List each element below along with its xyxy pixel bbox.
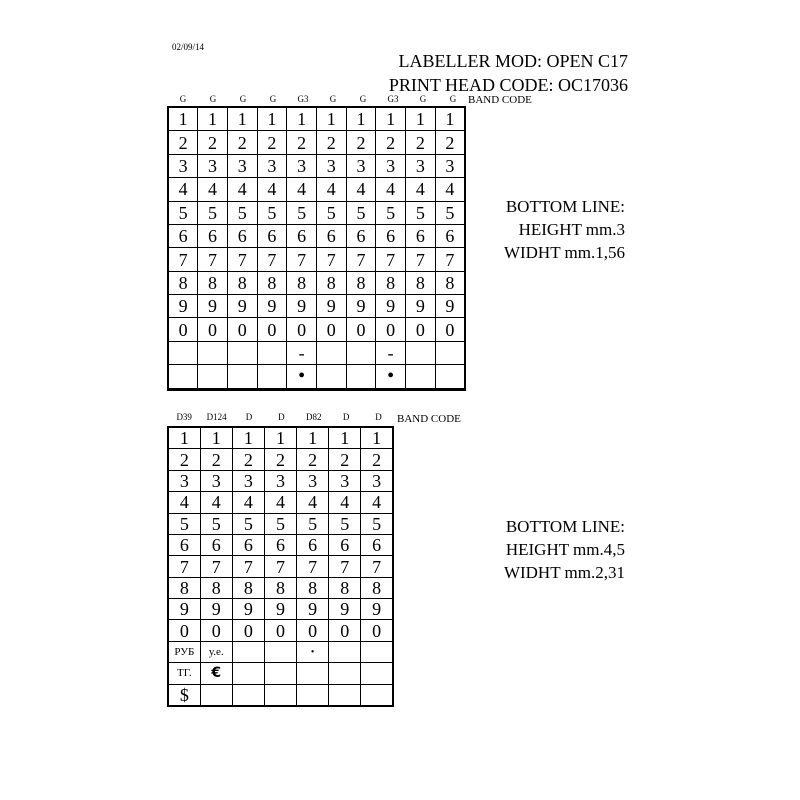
grid-cell: 5 — [346, 201, 376, 224]
grid-cell: 2 — [376, 131, 406, 154]
grid-cell: 2 — [361, 449, 393, 470]
grid-cell: 1 — [264, 427, 296, 449]
grid-row — [168, 449, 393, 470]
grid-cell — [406, 365, 436, 388]
grid-cell: 7 — [346, 248, 376, 271]
grid-cell: 3 — [168, 154, 198, 177]
grid-cell: 5 — [361, 513, 393, 534]
grid-cell: 8 — [257, 271, 287, 294]
grid-cell — [287, 388, 317, 390]
grid-cell: 9 — [376, 295, 406, 318]
grid-cell: • — [287, 365, 317, 388]
grid-cell: 4 — [287, 178, 317, 201]
grid-row — [168, 513, 393, 534]
grid-cell — [435, 365, 465, 388]
grid-cell: 7 — [297, 556, 329, 577]
grid-cell: 3 — [406, 154, 436, 177]
grid-cell — [168, 341, 198, 364]
grid-cell: 8 — [435, 271, 465, 294]
grid-cell: 0 — [435, 318, 465, 341]
grid-cell: 1 — [257, 107, 287, 131]
grid-cell: 4 — [168, 492, 200, 513]
grid-cell: 0 — [346, 318, 376, 341]
grid-cell: 9 — [227, 295, 257, 318]
band-code: G — [419, 94, 427, 104]
grid-cell: 9 — [297, 599, 329, 620]
grid-row — [168, 318, 465, 341]
grid-row — [168, 663, 393, 684]
bottom-line-info-2 — [504, 515, 625, 584]
grid-cell: 3 — [227, 154, 257, 177]
grid-cell: 0 — [297, 620, 329, 641]
band-code: G — [179, 94, 187, 104]
grid-cell: 3 — [297, 470, 329, 491]
grid-cell: 0 — [227, 318, 257, 341]
grid-cell: 0 — [168, 620, 200, 641]
grid-cell: 5 — [376, 201, 406, 224]
grid-cell: 7 — [200, 556, 232, 577]
grid-cell: 1 — [329, 427, 361, 449]
grid-cell — [297, 663, 329, 684]
grid-cell: 3 — [232, 470, 264, 491]
grid-cell: 1 — [346, 107, 376, 131]
grid-cell: 6 — [376, 224, 406, 247]
grid-cell: 6 — [361, 534, 393, 555]
grid-cell — [406, 341, 436, 364]
character-grid-2 — [167, 426, 394, 707]
grid-cell: 4 — [168, 178, 198, 201]
grid-cell: 8 — [264, 577, 296, 598]
grid-cell: 0 — [257, 318, 287, 341]
grid-cell: 7 — [198, 248, 228, 271]
grid-cell: 8 — [297, 577, 329, 598]
grid-cell: 2 — [168, 449, 200, 470]
grid-cell: 0 — [198, 318, 228, 341]
grid-cell: 7 — [361, 556, 393, 577]
grid-cell: $ — [168, 684, 200, 706]
grid-cell: 8 — [168, 271, 198, 294]
grid-cell: 9 — [316, 295, 346, 318]
grid-cell: 8 — [406, 271, 436, 294]
grid-cell: 6 — [406, 224, 436, 247]
grid-cell: 7 — [257, 248, 287, 271]
grid-cell: 7 — [227, 248, 257, 271]
grid-cell: 9 — [287, 295, 317, 318]
grid-cell: 9 — [264, 599, 296, 620]
grid-cell: 8 — [168, 577, 200, 598]
grid-cell: 4 — [200, 492, 232, 513]
grid-row — [168, 470, 393, 491]
band-code: G — [269, 94, 277, 104]
grid-cell: 1 — [168, 427, 200, 449]
bottom-line-height-1: HEIGHT mm.3 — [518, 220, 625, 239]
grid-cell: 0 — [232, 620, 264, 641]
grid-cell — [168, 365, 198, 388]
grid-cell: 3 — [264, 470, 296, 491]
grid-cell — [316, 365, 346, 388]
grid-cell: 5 — [200, 513, 232, 534]
grid-cell: 5 — [168, 201, 198, 224]
band-code: G — [329, 94, 337, 104]
grid-cell — [198, 341, 228, 364]
grid-cell: 6 — [316, 224, 346, 247]
grid-cell: 0 — [200, 620, 232, 641]
grid-cell: 5 — [435, 201, 465, 224]
grid-cell — [346, 388, 376, 390]
grid-cell: 8 — [198, 271, 228, 294]
grid-cell: 6 — [168, 224, 198, 247]
grid-cell — [346, 365, 376, 388]
grid-cell: 0 — [406, 318, 436, 341]
grid-cell: 3 — [435, 154, 465, 177]
grid-cell: 3 — [329, 470, 361, 491]
grid-cell: - — [376, 341, 406, 364]
grid-cell: 2 — [316, 131, 346, 154]
grid-cell: 2 — [287, 131, 317, 154]
grid-cell: 2 — [406, 131, 436, 154]
grid-row — [168, 620, 393, 641]
document-date: 02/09/14 — [172, 42, 205, 52]
grid-cell: 2 — [168, 131, 198, 154]
print-head-code: PRINT HEAD CODE: OC17036 — [388, 75, 628, 95]
grid-cell: у.е. — [200, 641, 232, 662]
grid-cell — [264, 684, 296, 706]
grid-cell: 6 — [297, 534, 329, 555]
grid-cell — [361, 641, 393, 662]
grid-cell: 9 — [346, 295, 376, 318]
grid-cell — [232, 684, 264, 706]
grid-cell: 8 — [376, 271, 406, 294]
grid-cell: 5 — [297, 513, 329, 534]
grid-cell: РУБ — [168, 641, 200, 662]
grid-row — [168, 577, 393, 598]
grid-cell: 9 — [168, 295, 198, 318]
grid-cell — [232, 641, 264, 662]
grid-cell: 1 — [200, 427, 232, 449]
grid-cell: 6 — [287, 224, 317, 247]
grid-cell — [200, 684, 232, 706]
grid-cell: 2 — [200, 449, 232, 470]
grid-cell: 0 — [168, 318, 198, 341]
grid-cell: 5 — [329, 513, 361, 534]
grid-cell: 7 — [316, 248, 346, 271]
grid-cell: 7 — [406, 248, 436, 271]
band-code-row-1 — [168, 94, 468, 104]
grid-cell: 4 — [316, 178, 346, 201]
band-code: G3 — [387, 94, 399, 104]
grid-cell: 1 — [287, 107, 317, 131]
grid-cell: 1 — [227, 107, 257, 131]
grid-cell: 5 — [227, 201, 257, 224]
grid-cell: 4 — [257, 178, 287, 201]
grid-cell: 2 — [346, 131, 376, 154]
grid-cell — [168, 388, 198, 390]
grid-row — [168, 684, 393, 706]
grid-cell: 6 — [232, 534, 264, 555]
grid-cell: 5 — [257, 201, 287, 224]
grid-cell: 9 — [198, 295, 228, 318]
band-code: D124 — [206, 412, 227, 422]
grid-cell: 8 — [232, 577, 264, 598]
grid-cell: 5 — [198, 201, 228, 224]
grid-cell — [227, 341, 257, 364]
grid-cell: 4 — [198, 178, 228, 201]
band-code: D — [375, 412, 382, 422]
grid-cell: 6 — [198, 224, 228, 247]
grid-cell — [329, 641, 361, 662]
grid-cell: 7 — [168, 248, 198, 271]
grid-cell: 4 — [232, 492, 264, 513]
grid-cell: 1 — [361, 427, 393, 449]
grid-cell — [329, 663, 361, 684]
grid-cell: 9 — [329, 599, 361, 620]
grid-cell: 4 — [406, 178, 436, 201]
band-code: D82 — [306, 412, 322, 422]
grid-cell: • — [376, 365, 406, 388]
grid-cell — [346, 341, 376, 364]
grid-row — [168, 295, 465, 318]
grid-cell: · — [297, 641, 329, 662]
grid-cell: 4 — [329, 492, 361, 513]
grid-cell: 5 — [232, 513, 264, 534]
grid-cell: 9 — [168, 599, 200, 620]
band-code-label-2: BAND CODE — [397, 413, 461, 425]
grid-cell: 5 — [316, 201, 346, 224]
grid-cell: 2 — [227, 131, 257, 154]
grid-cell: 1 — [232, 427, 264, 449]
grid-cell: 9 — [435, 295, 465, 318]
grid-cell: 7 — [376, 248, 406, 271]
grid-cell: 8 — [316, 271, 346, 294]
grid-cell: 8 — [361, 577, 393, 598]
grid-cell: 2 — [435, 131, 465, 154]
grid-row — [168, 556, 393, 577]
grid-cell: 3 — [287, 154, 317, 177]
grid-cell — [376, 388, 406, 390]
band-code: D39 — [176, 412, 192, 422]
grid-cell: 7 — [329, 556, 361, 577]
grid-cell — [227, 365, 257, 388]
grid-cell — [316, 341, 346, 364]
grid-cell: 6 — [168, 534, 200, 555]
grid-cell: 4 — [227, 178, 257, 201]
grid-cell: - — [287, 341, 317, 364]
grid-cell: 9 — [232, 599, 264, 620]
grid-cell: 7 — [232, 556, 264, 577]
grid-cell: 9 — [406, 295, 436, 318]
grid-cell: 1 — [435, 107, 465, 131]
grid-cell: 4 — [346, 178, 376, 201]
grid-cell — [361, 663, 393, 684]
grid-cell: 1 — [376, 107, 406, 131]
grid-row — [168, 107, 465, 131]
band-code: D — [342, 412, 350, 422]
band-code: D — [278, 412, 285, 422]
grid-cell — [198, 365, 228, 388]
grid-cell: 2 — [232, 449, 264, 470]
grid-row — [168, 271, 465, 294]
grid-cell: 8 — [227, 271, 257, 294]
band-code: G — [209, 94, 217, 104]
grid-cell: 5 — [406, 201, 436, 224]
grid-cell: 5 — [287, 201, 317, 224]
grid-cell: 6 — [329, 534, 361, 555]
grid-row — [168, 599, 393, 620]
bottom-line-width-2: WIDHT mm.2,31 — [503, 563, 625, 582]
grid-row — [168, 365, 465, 388]
grid-cell — [406, 388, 436, 390]
grid-cell: 0 — [329, 620, 361, 641]
grid-cell — [264, 641, 296, 662]
grid-cell: 0 — [316, 318, 346, 341]
grid-cell: 0 — [287, 318, 317, 341]
grid-cell — [198, 388, 228, 390]
grid-cell: 2 — [198, 131, 228, 154]
grid-cell: 6 — [435, 224, 465, 247]
grid-cell — [264, 663, 296, 684]
grid-cell: 7 — [287, 248, 317, 271]
grid-cell: 2 — [257, 131, 287, 154]
band-code: G — [359, 94, 367, 104]
grid-cell — [232, 663, 264, 684]
grid-cell — [316, 388, 346, 390]
grid-cell — [361, 684, 393, 706]
grid-cell — [329, 684, 361, 706]
grid-cell: 8 — [200, 577, 232, 598]
grid-cell: 6 — [257, 224, 287, 247]
band-code: G — [239, 94, 247, 104]
grid-row — [168, 154, 465, 177]
grid-cell: 1 — [406, 107, 436, 131]
grid-cell: 2 — [264, 449, 296, 470]
grid-cell: 3 — [257, 154, 287, 177]
grid-cell: 6 — [346, 224, 376, 247]
bottom-line-info-1 — [504, 195, 625, 264]
grid-cell — [297, 684, 329, 706]
grid-cell: 3 — [198, 154, 228, 177]
grid-cell: 1 — [297, 427, 329, 449]
grid-cell — [257, 341, 287, 364]
band-code-label-1: BAND CODE — [468, 94, 532, 106]
grid-cell: 4 — [361, 492, 393, 513]
grid-row — [168, 131, 465, 154]
bottom-line-title-1: BOTTOM LINE: — [505, 197, 625, 216]
grid-cell: 8 — [346, 271, 376, 294]
grid-cell: 8 — [287, 271, 317, 294]
grid-cell: 9 — [257, 295, 287, 318]
grid-cell: 3 — [376, 154, 406, 177]
band-code: G3 — [297, 94, 309, 104]
grid-cell: 6 — [227, 224, 257, 247]
band-code-row-2 — [168, 412, 395, 422]
grid-cell: 5 — [264, 513, 296, 534]
grid-cell: 1 — [198, 107, 228, 131]
grid-row — [168, 534, 393, 555]
grid-row — [168, 224, 465, 247]
grid-cell: 1 — [316, 107, 346, 131]
grid-cell — [227, 388, 257, 390]
grid-cell: 3 — [316, 154, 346, 177]
grid-cell: 2 — [329, 449, 361, 470]
grid-cell: 7 — [435, 248, 465, 271]
grid-row — [168, 427, 393, 449]
grid-cell: 0 — [376, 318, 406, 341]
grid-cell: 7 — [168, 556, 200, 577]
grid-cell: 8 — [329, 577, 361, 598]
grid-cell: 5 — [168, 513, 200, 534]
grid-cell: 0 — [264, 620, 296, 641]
grid-cell — [257, 388, 287, 390]
grid-cell — [257, 365, 287, 388]
grid-cell: 4 — [264, 492, 296, 513]
bottom-line-height-2: HEIGHT mm.4,5 — [505, 540, 625, 559]
grid-cell: 1 — [168, 107, 198, 131]
band-code: G — [449, 94, 457, 104]
grid-row — [168, 341, 465, 364]
grid-cell: 6 — [200, 534, 232, 555]
band-code: D — [245, 412, 253, 422]
grid-cell: 0 — [361, 620, 393, 641]
character-grid-1 — [167, 106, 466, 391]
grid-cell: € — [200, 663, 232, 684]
grid-row — [168, 178, 465, 201]
grid-cell: 3 — [346, 154, 376, 177]
grid-cell — [435, 341, 465, 364]
bottom-line-title-2: BOTTOM LINE: — [505, 517, 625, 536]
grid-cell: 4 — [297, 492, 329, 513]
grid-row — [168, 388, 465, 390]
grid-row — [168, 641, 393, 662]
bottom-line-width-1: WIDHT mm.1,56 — [503, 243, 625, 262]
grid-cell: 3 — [361, 470, 393, 491]
grid-cell: 6 — [264, 534, 296, 555]
grid-row — [168, 248, 465, 271]
grid-cell: 3 — [200, 470, 232, 491]
grid-cell: 2 — [297, 449, 329, 470]
labeller-model: LABELLER MOD: OPEN C17 — [398, 51, 628, 71]
grid-cell: 9 — [361, 599, 393, 620]
grid-cell: ТГ. — [168, 663, 200, 684]
grid-cell: 4 — [376, 178, 406, 201]
grid-cell: 9 — [200, 599, 232, 620]
grid-row — [168, 492, 393, 513]
grid-cell: 3 — [168, 470, 200, 491]
grid-cell: 4 — [435, 178, 465, 201]
grid-cell — [435, 388, 465, 390]
grid-cell: 7 — [264, 556, 296, 577]
grid-row — [168, 201, 465, 224]
